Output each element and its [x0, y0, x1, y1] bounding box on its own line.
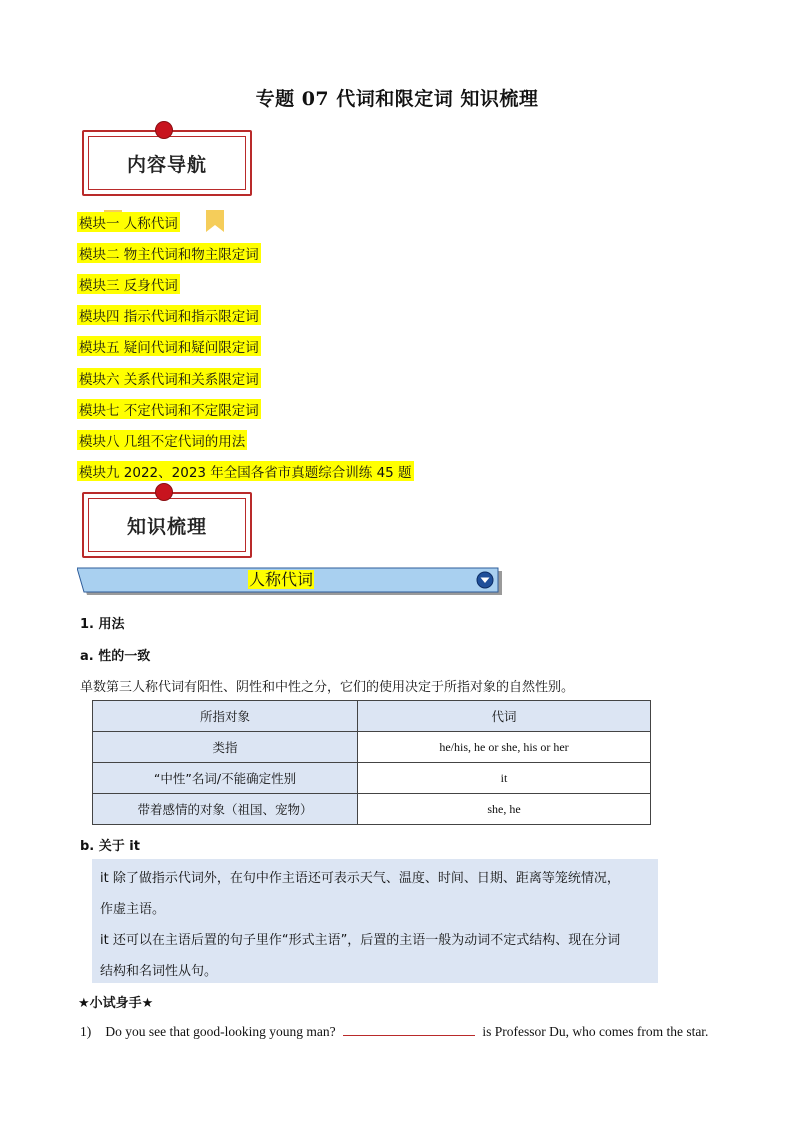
badge-label: 内容导航 — [88, 136, 246, 190]
table-header-cell: 所指对象 — [93, 701, 358, 732]
table-cell: he/his, he or she, his or her — [358, 732, 651, 763]
list-item[interactable]: 模块六 关系代词和关系限定词 — [77, 362, 414, 393]
chevron-down-icon[interactable] — [476, 571, 494, 589]
note-line: it 还可以在主语后置的句子里作“形式主语”，后置的主语一般为动词不定式结构、现在分词 — [100, 933, 621, 948]
list-item[interactable]: 模块八 几组不定代词的用法 — [77, 424, 414, 455]
note-line: 作虚主语。 — [100, 902, 166, 917]
section-header-bar[interactable] — [77, 567, 502, 595]
page-title: 专题 07 代词和限定词 知识梳理 — [255, 88, 539, 110]
table-row — [93, 763, 651, 794]
list-item[interactable]: 模块三 反身代词 — [77, 268, 414, 299]
question-text-before: Do you see that good-looking young man? — [105, 1024, 336, 1039]
answer-blank[interactable] — [343, 1023, 475, 1036]
table-header-cell: 代词 — [358, 701, 651, 732]
note-line: 结构和名词性从句。 — [100, 964, 218, 979]
red-dot-icon — [155, 483, 173, 501]
table-cell: she, he — [358, 794, 651, 825]
list-item[interactable]: 模块七 不定代词和不定限定词 — [77, 393, 414, 424]
note-line: it 除了做指示代词外，在句中作主语还可表示天气、温度、时间、日期、距离等笼统情况， — [100, 871, 620, 886]
heading-usage: 1. 用法 — [80, 617, 125, 632]
question-number: 1) — [80, 1024, 92, 1039]
note-box — [92, 859, 658, 983]
table-cell: it — [358, 763, 651, 794]
pronoun-table — [92, 700, 651, 825]
badge-label: 知识梳理 — [88, 498, 246, 552]
module-list — [77, 206, 414, 487]
content-navigation-badge — [82, 130, 252, 196]
list-item[interactable]: 模块九 2022、2023 年全国各省市真题综合训练 45 题 — [77, 456, 414, 487]
practice-heading: ★小试身手★ — [78, 996, 154, 1011]
heading-gender-agreement: a. 性的一致 — [80, 649, 151, 664]
table-cell: 类指 — [93, 732, 358, 763]
question-1 — [80, 1023, 740, 1040]
table-row — [93, 732, 651, 763]
list-item[interactable]: 模块二 物主代词和物主限定词 — [77, 237, 414, 268]
list-item[interactable]: 模块一 人称代词 — [77, 206, 414, 237]
table-cell: “中性”名词/不能确定性别 — [93, 763, 358, 794]
section-title: 人称代词 — [248, 570, 313, 589]
table-row — [93, 794, 651, 825]
knowledge-summary-badge — [82, 492, 252, 558]
table-cell: 带着感情的对象（祖国、宠物） — [93, 794, 358, 825]
heading-about-it: b. 关于 it — [80, 839, 140, 854]
paragraph-gender: 单数第三人称代词有阳性、阴性和中性之分，它们的使用决定于所指对象的自然性别。 — [80, 680, 575, 695]
list-item[interactable]: 模块四 指示代词和指示限定词 — [77, 300, 414, 331]
question-text-after: is Professor Du, who comes from the star. — [482, 1024, 709, 1039]
red-dot-icon — [155, 121, 173, 139]
list-item[interactable]: 模块五 疑问代词和疑问限定词 — [77, 331, 414, 362]
table-header-row — [93, 701, 651, 732]
